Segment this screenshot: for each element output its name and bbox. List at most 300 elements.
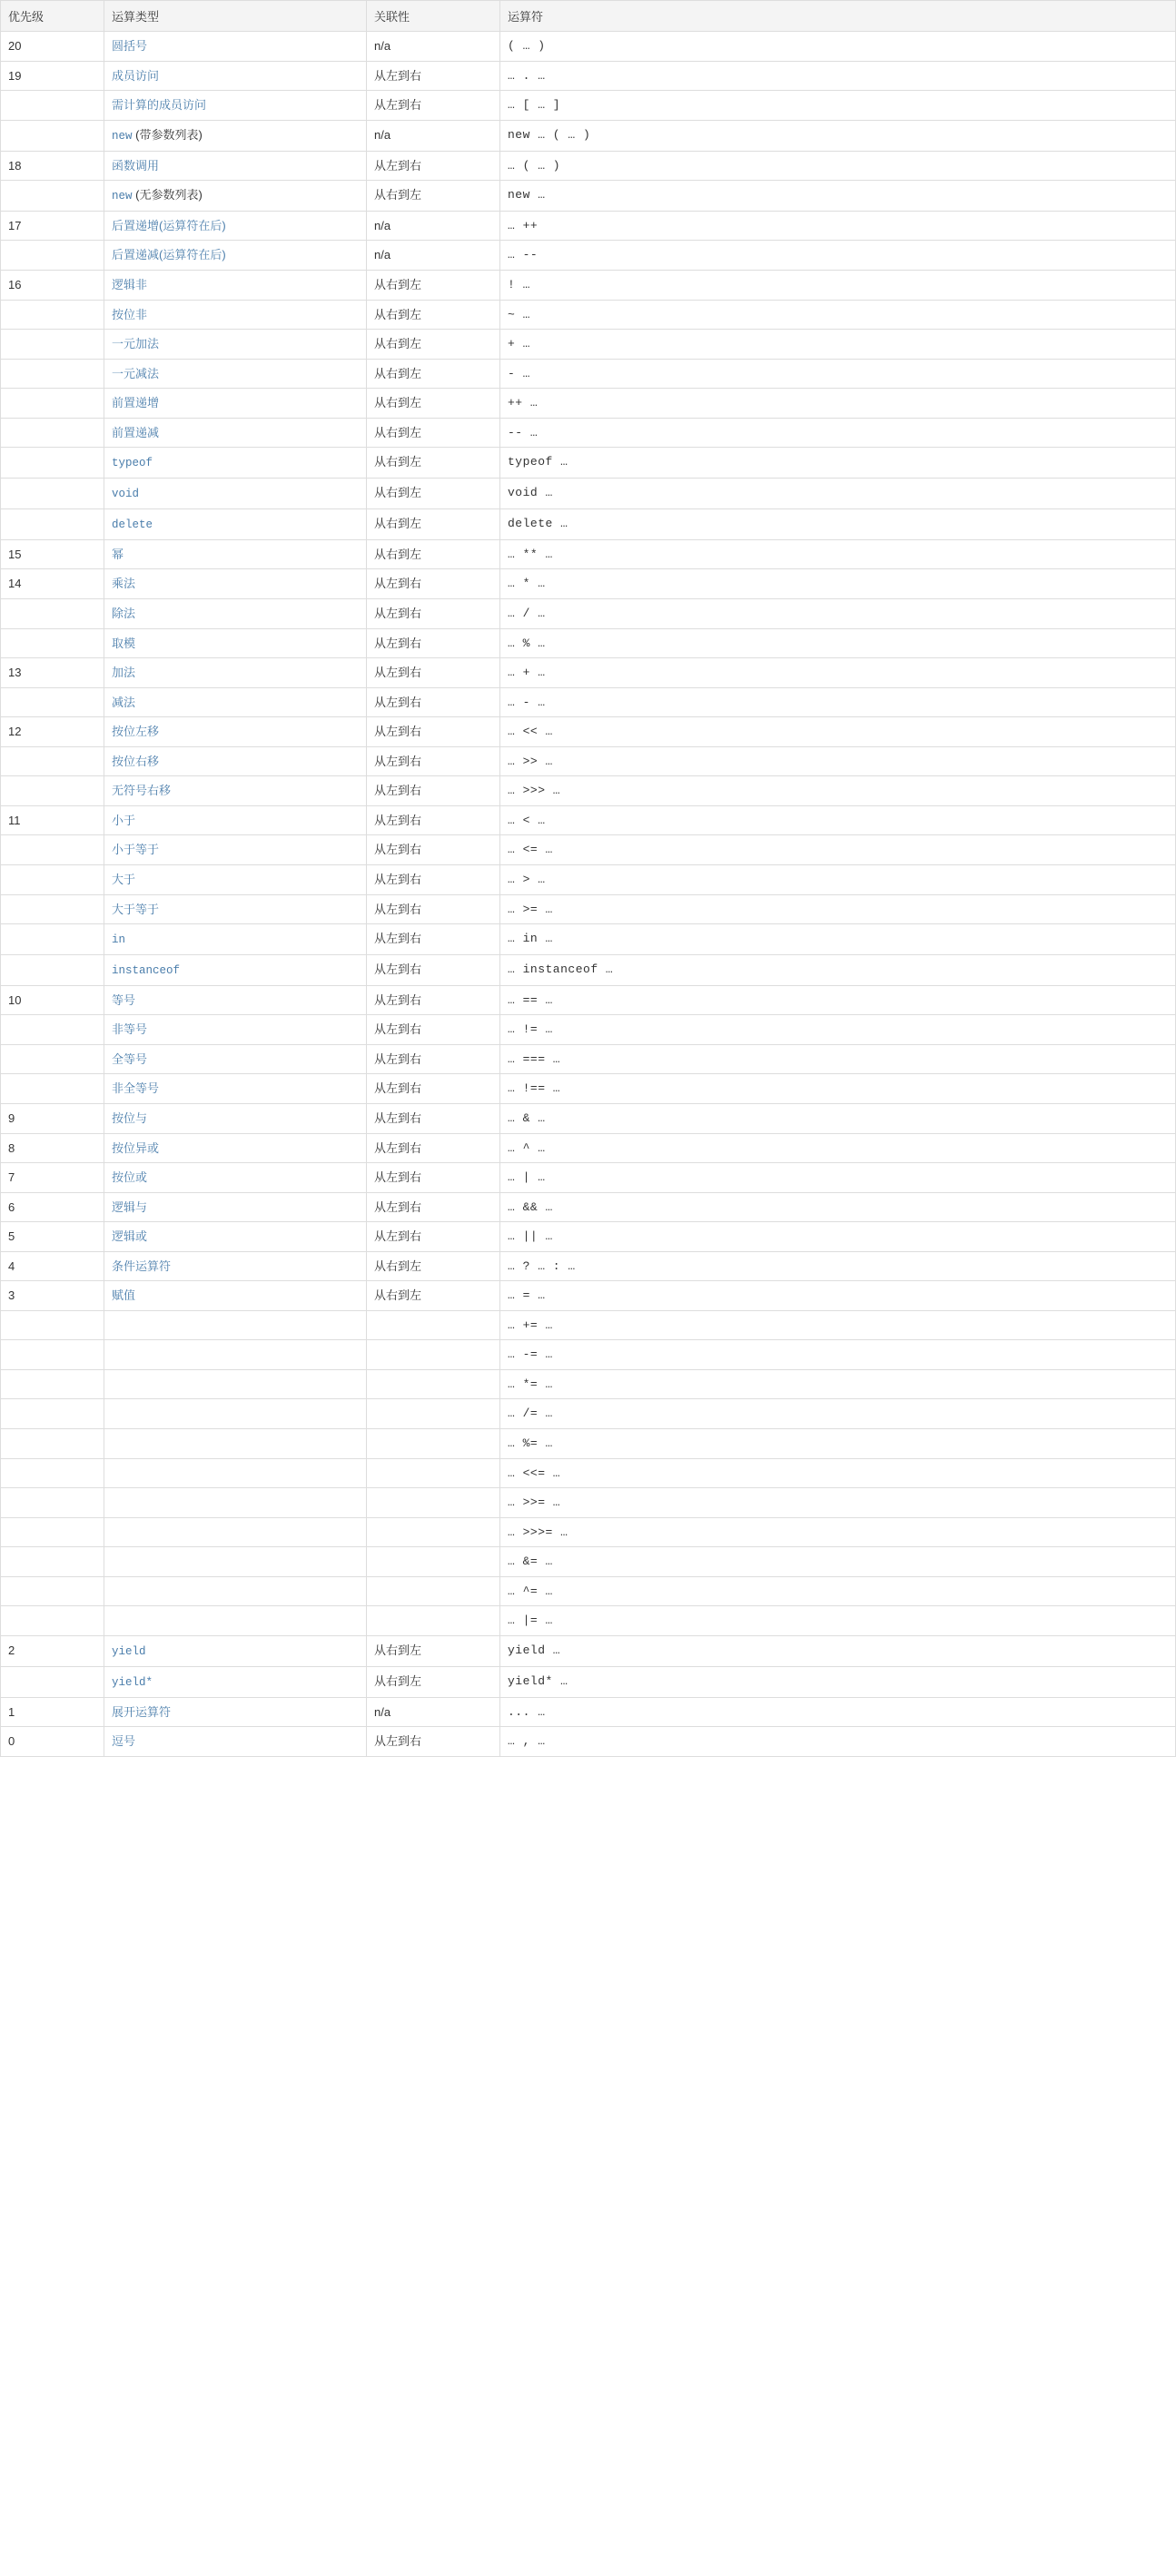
cell-precedence [1,1074,104,1104]
cell-precedence [1,389,104,419]
cell-associativity: n/a [367,32,500,62]
cell-associativity: 从左到右 [367,776,500,806]
table-row [1,1429,1176,1459]
cell-operation-type [104,1340,367,1370]
cell-operator: … ^ … [500,1133,1176,1163]
table-row [1,32,1176,62]
cell-associativity: 从右到左 [367,479,500,509]
cell-operation-type [104,418,367,448]
cell-operator: … >>> … [500,776,1176,806]
operation-type-link[interactable]: 赋值 [112,1288,136,1303]
cell-operator: … <<= … [500,1458,1176,1488]
cell-operator: … instanceof … [500,954,1176,985]
cell-associativity: 从左到右 [367,835,500,865]
table-row [1,954,1176,985]
cell-precedence [1,1576,104,1606]
operation-type-link[interactable]: 按位异或 [112,1140,160,1155]
cell-operation-type [104,1103,367,1133]
cell-operator: … %= … [500,1429,1176,1459]
column-header-associativity: 关联性 [367,1,500,32]
cell-precedence [1,479,104,509]
operation-type-link[interactable]: 非全等号 [112,1081,160,1096]
cell-operation-type [104,1666,367,1697]
operation-type-link[interactable]: void [112,488,140,501]
table-row [1,687,1176,717]
cell-associativity: 从右到左 [367,330,500,360]
cell-precedence [1,330,104,360]
cell-operation-type [104,389,367,419]
table-row [1,717,1176,747]
operation-type-link[interactable]: 前置递减 [112,425,160,439]
table-row [1,300,1176,330]
cell-associativity: n/a [367,1697,500,1727]
cell-operation-type [104,1281,367,1311]
cell-operation-type [104,1192,367,1222]
cell-operator: delete … [500,509,1176,540]
cell-associativity: 从右到左 [367,448,500,479]
table-row [1,211,1176,241]
table-row [1,1163,1176,1193]
cell-operator: … | … [500,1163,1176,1193]
table-row [1,924,1176,955]
cell-precedence [1,1429,104,1459]
cell-operation-type [104,864,367,894]
operation-type-note: (带参数列表) [132,127,203,142]
table-row [1,805,1176,835]
cell-associativity: 从右到左 [367,1635,500,1666]
cell-associativity: 从右到左 [367,539,500,569]
cell-operation-type [104,1517,367,1547]
cell-operator: … ( … ) [500,151,1176,181]
operation-type-link[interactable]: 按位右移 [112,754,160,768]
cell-precedence [1,1606,104,1636]
cell-operation-type [104,1697,367,1727]
cell-precedence [1,509,104,540]
table-row [1,271,1176,301]
table-row [1,835,1176,865]
cell-operation-type [104,658,367,688]
cell-operator: … / … [500,599,1176,629]
cell-operation-type [104,894,367,924]
cell-associativity: 从左到右 [367,658,500,688]
cell-associativity: 从左到右 [367,1163,500,1193]
table-row [1,1606,1176,1636]
cell-operator: … , … [500,1727,1176,1757]
cell-associativity: 从左到右 [367,985,500,1015]
table-row [1,418,1176,448]
cell-operation-type [104,1547,367,1577]
cell-operator: new … ( … ) [500,120,1176,151]
cell-associativity: 从左到右 [367,61,500,91]
cell-precedence: 18 [1,151,104,181]
cell-operator: typeof … [500,448,1176,479]
cell-operator: ... … [500,1697,1176,1727]
cell-operation-type [104,330,367,360]
table-row [1,776,1176,806]
cell-operator: … * … [500,569,1176,599]
cell-associativity [367,1576,500,1606]
cell-precedence [1,924,104,955]
table-row [1,894,1176,924]
cell-associativity: 从左到右 [367,1074,500,1104]
operation-type-link[interactable]: 除法 [112,607,136,621]
cell-operator: … & … [500,1103,1176,1133]
cell-operator: … >= … [500,894,1176,924]
table-row [1,509,1176,540]
operation-type-link[interactable]: 小于等于 [112,843,160,857]
cell-associativity: 从左到右 [367,569,500,599]
table-row [1,599,1176,629]
cell-operation-type [104,1606,367,1636]
cell-associativity: 从左到右 [367,1015,500,1045]
cell-operation-type [104,628,367,658]
table-row [1,359,1176,389]
cell-associativity [367,1488,500,1518]
column-header-operator: 运算符 [500,1,1176,32]
operation-type-link[interactable]: yield* [112,1675,153,1689]
cell-operation-type [104,1458,367,1488]
cell-operator: ( … ) [500,32,1176,62]
operation-type-link[interactable]: 乘法 [112,577,136,591]
table-row [1,658,1176,688]
operation-type-link[interactable]: 圆括号 [112,39,148,53]
cell-precedence: 2 [1,1635,104,1666]
operation-type-note: (无参数列表) [132,188,203,202]
operation-type-link[interactable]: 小于 [112,813,136,827]
cell-operator: + … [500,330,1176,360]
cell-operation-type [104,1576,367,1606]
operation-type-link[interactable]: 一元加法 [112,337,160,351]
cell-operation-type [104,181,367,212]
cell-operator: … && … [500,1192,1176,1222]
operation-type-link[interactable]: in [112,933,126,947]
cell-operator: … <= … [500,835,1176,865]
table-row [1,569,1176,599]
cell-associativity: 从左到右 [367,924,500,955]
cell-operator: … &= … [500,1547,1176,1577]
cell-precedence: 19 [1,61,104,91]
cell-operation-type [104,151,367,181]
table-row [1,1666,1176,1697]
cell-associativity: 从右到左 [367,181,500,212]
cell-precedence: 9 [1,1103,104,1133]
table-row [1,1192,1176,1222]
operation-type-link[interactable]: new [112,129,133,143]
cell-operator: … > … [500,864,1176,894]
cell-operator: … >> … [500,746,1176,776]
cell-operator: … >>>= … [500,1517,1176,1547]
table-row [1,151,1176,181]
operation-type-link[interactable]: 逻辑或 [112,1229,148,1244]
cell-associativity: 从左到右 [367,1103,500,1133]
table-row [1,1488,1176,1518]
table-row [1,479,1176,509]
cell-precedence [1,1547,104,1577]
cell-precedence: 6 [1,1192,104,1222]
cell-associativity: 从右到左 [367,509,500,540]
cell-operation-type [104,120,367,151]
cell-operation-type [104,1399,367,1429]
operation-type-link[interactable]: 加法 [112,666,136,680]
cell-precedence: 8 [1,1133,104,1163]
cell-operation-type [104,717,367,747]
cell-operator: … < … [500,805,1176,835]
operation-type-link[interactable]: 大于等于 [112,902,160,916]
cell-operator: … |= … [500,1606,1176,1636]
table-row [1,1044,1176,1074]
table-header-row [1,1,1176,32]
cell-operation-type [104,924,367,955]
cell-precedence [1,120,104,151]
cell-precedence: 7 [1,1163,104,1193]
cell-operation-type [104,448,367,479]
table-row [1,448,1176,479]
cell-operation-type [104,300,367,330]
table-row [1,1369,1176,1399]
operation-type-link[interactable]: 按位或 [112,1170,148,1185]
cell-operation-type [104,479,367,509]
operation-type-link[interactable]: 等号 [112,992,136,1007]
table-row [1,1133,1176,1163]
cell-operation-type [104,1429,367,1459]
cell-operator: new … [500,181,1176,212]
cell-operator: … % … [500,628,1176,658]
operation-type-link[interactable]: 成员访问 [112,68,160,83]
cell-precedence: 12 [1,717,104,747]
table-row [1,1222,1176,1252]
cell-associativity: 从右到左 [367,359,500,389]
cell-precedence [1,1399,104,1429]
cell-precedence [1,1015,104,1045]
cell-associativity: 从左到右 [367,151,500,181]
cell-precedence [1,1369,104,1399]
column-header-precedence: 优先级 [1,1,104,32]
table-row [1,1399,1176,1429]
cell-operation-type [104,776,367,806]
cell-operator: void … [500,479,1176,509]
cell-operation-type [104,835,367,865]
cell-operation-type [104,1727,367,1757]
cell-operator: … -- [500,241,1176,271]
cell-precedence [1,746,104,776]
cell-operator: … . … [500,61,1176,91]
operation-type-link[interactable]: 条件运算符 [112,1258,172,1273]
cell-operator: yield … [500,1635,1176,1666]
cell-associativity: 从右到左 [367,1281,500,1311]
cell-precedence [1,418,104,448]
cell-associativity: 从右到左 [367,1251,500,1281]
cell-operation-type [104,91,367,121]
cell-precedence: 3 [1,1281,104,1311]
table-row [1,1576,1176,1606]
cell-operator: … == … [500,985,1176,1015]
cell-precedence: 15 [1,539,104,569]
cell-precedence [1,1517,104,1547]
table-row [1,1103,1176,1133]
operation-type-link[interactable]: 函数调用 [112,158,160,173]
table-row [1,1340,1176,1370]
cell-precedence: 17 [1,211,104,241]
cell-operator: yield* … [500,1666,1176,1697]
cell-operation-type [104,1163,367,1193]
operation-type-link[interactable]: instanceof [112,963,181,977]
cell-operation-type [104,211,367,241]
cell-operation-type [104,1044,367,1074]
column-header-operation-type: 运算类型 [104,1,367,32]
cell-precedence: 14 [1,569,104,599]
cell-associativity: 从左到右 [367,1192,500,1222]
cell-operation-type [104,985,367,1015]
cell-operator: … >>= … [500,1488,1176,1518]
cell-precedence [1,687,104,717]
cell-associativity: 从左到右 [367,628,500,658]
table-row [1,864,1176,894]
cell-precedence [1,835,104,865]
cell-operator: -- … [500,418,1176,448]
cell-precedence: 13 [1,658,104,688]
cell-precedence: 20 [1,32,104,62]
cell-operation-type [104,1015,367,1045]
table-row [1,1547,1176,1577]
table-row [1,61,1176,91]
cell-precedence [1,1340,104,1370]
table-body [1,32,1176,1757]
cell-operator: … [ … ] [500,91,1176,121]
cell-associativity [367,1458,500,1488]
cell-associativity: 从右到左 [367,1666,500,1697]
operation-type-link[interactable]: 幂 [112,547,124,561]
cell-operator: - … [500,359,1176,389]
cell-associativity: 从左到右 [367,91,500,121]
operation-type-link[interactable]: new [112,190,133,203]
cell-precedence [1,181,104,212]
table-row [1,120,1176,151]
cell-associativity: 从左到右 [367,1044,500,1074]
operation-type-link[interactable]: 按位非 [112,307,148,321]
table-row [1,1281,1176,1311]
cell-operation-type [104,509,367,540]
cell-associativity: 从左到右 [367,717,500,747]
cell-associativity [367,1606,500,1636]
cell-precedence [1,1310,104,1340]
table-row [1,91,1176,121]
cell-precedence [1,776,104,806]
cell-associativity: 从左到右 [367,746,500,776]
cell-associativity: n/a [367,211,500,241]
cell-operator: … in … [500,924,1176,955]
cell-precedence [1,359,104,389]
operation-type-link[interactable]: 后置递增(运算符在后) [112,218,226,232]
cell-operation-type [104,1251,367,1281]
cell-operation-type [104,954,367,985]
cell-operator: ~ … [500,300,1176,330]
cell-precedence: 11 [1,805,104,835]
table-row [1,1727,1176,1757]
operation-type-link[interactable]: 非等号 [112,1022,148,1037]
cell-associativity: 从右到左 [367,389,500,419]
cell-associativity: 从左到右 [367,599,500,629]
cell-precedence [1,91,104,121]
operation-type-link[interactable]: 减法 [112,695,136,709]
table-head [1,1,1176,32]
cell-operator: … ? … : … [500,1251,1176,1281]
table-row [1,1310,1176,1340]
cell-operation-type [104,569,367,599]
operation-type-link[interactable]: 逻辑与 [112,1199,148,1214]
cell-precedence: 10 [1,985,104,1015]
cell-precedence [1,241,104,271]
operation-type-link[interactable]: delete [112,518,153,532]
cell-operator: … = … [500,1281,1176,1311]
table-row [1,241,1176,271]
cell-operator: … *= … [500,1369,1176,1399]
cell-precedence [1,599,104,629]
cell-associativity: n/a [367,241,500,271]
table-row [1,389,1176,419]
cell-operation-type [104,61,367,91]
operation-type-link[interactable]: 后置递减(运算符在后) [112,248,226,262]
cell-operation-type [104,687,367,717]
cell-operation-type [104,1310,367,1340]
cell-operator: … += … [500,1310,1176,1340]
operation-type-link[interactable]: 逗号 [112,1734,136,1749]
table-row [1,330,1176,360]
operation-type-link[interactable]: 全等号 [112,1051,148,1066]
cell-associativity [367,1399,500,1429]
operation-type-link[interactable]: 逻辑非 [112,278,148,292]
cell-precedence [1,894,104,924]
cell-precedence [1,1458,104,1488]
operation-type-link[interactable]: typeof [112,457,153,470]
cell-associativity [367,1429,500,1459]
operation-type-link[interactable]: 展开运算符 [112,1704,172,1719]
operation-type-link[interactable]: 需计算的成员访问 [112,98,207,113]
table-row [1,181,1176,212]
cell-operation-type [104,1369,367,1399]
cell-operation-type [104,599,367,629]
cell-associativity: 从左到右 [367,687,500,717]
cell-operator: … ^= … [500,1576,1176,1606]
cell-operation-type [104,1074,367,1104]
operation-type-link[interactable]: 无符号右移 [112,784,172,798]
cell-operation-type [104,539,367,569]
table-row [1,1074,1176,1104]
cell-operation-type [104,359,367,389]
operation-type-link[interactable]: 一元减法 [112,366,160,380]
cell-precedence [1,628,104,658]
operation-type-link[interactable]: 取模 [112,636,136,650]
cell-precedence [1,954,104,985]
operation-type-link[interactable]: 按位与 [112,1110,148,1125]
operation-type-link[interactable]: yield [112,1644,146,1658]
table-row [1,985,1176,1015]
operation-type-link[interactable]: 大于 [112,872,136,886]
table-row [1,1635,1176,1666]
operation-type-link[interactable]: 前置递增 [112,396,160,410]
cell-operator: … || … [500,1222,1176,1252]
cell-precedence: 16 [1,271,104,301]
cell-operator: ! … [500,271,1176,301]
cell-operator: … << … [500,717,1176,747]
cell-precedence: 1 [1,1697,104,1727]
cell-precedence: 4 [1,1251,104,1281]
cell-operation-type [104,1133,367,1163]
operation-type-link[interactable]: 按位左移 [112,725,160,739]
cell-precedence [1,864,104,894]
cell-associativity: 从右到左 [367,300,500,330]
cell-operation-type [104,241,367,271]
cell-associativity: 从左到右 [367,1727,500,1757]
